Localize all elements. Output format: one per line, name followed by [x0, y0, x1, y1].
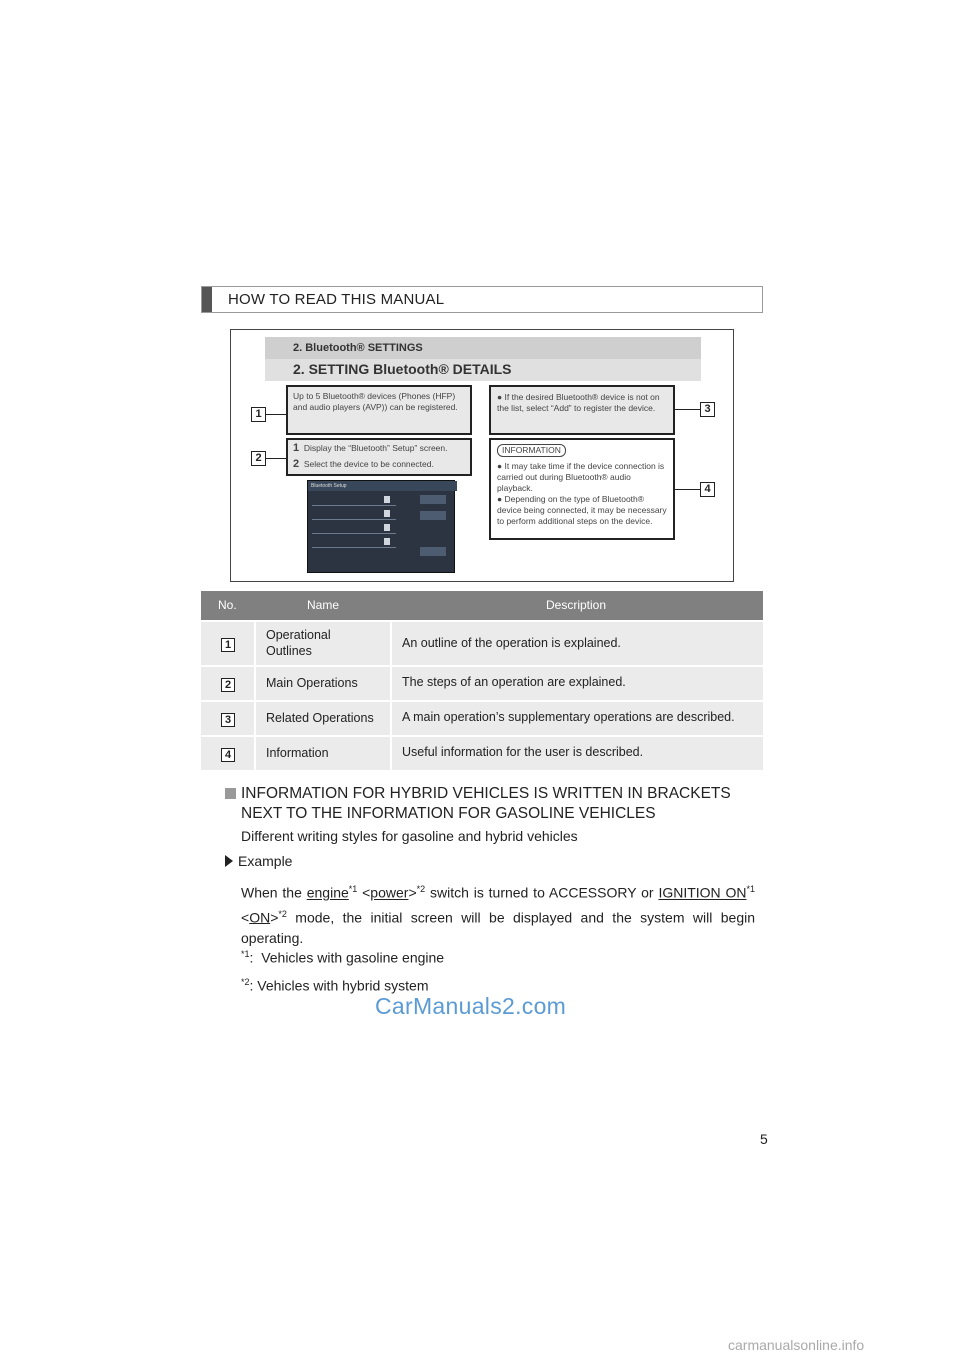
example-label: Example	[225, 853, 292, 869]
leader-line	[266, 458, 286, 459]
leader-line	[675, 489, 700, 490]
screen-title-bar: Bluetooth Setup	[308, 481, 457, 491]
screen-side-button	[420, 511, 446, 520]
footnote-2: $^{*2}$: Vehicles with hybrid system	[241, 977, 429, 994]
footnote-1: $^{*1}$: Vehicles with gasoline engine	[241, 949, 445, 966]
illus-chapter-title: 2. Bluetooth® SETTINGS	[293, 342, 423, 354]
info-item-1: ● It may take time if the device connection is carried out during Bluetooth® audio playback.	[497, 461, 665, 493]
row-number: 4	[221, 748, 235, 762]
power-link[interactable]: power	[370, 884, 409, 901]
callout-main-operations	[286, 438, 472, 476]
illus-section-band	[265, 359, 701, 381]
row-description: An outline of the operation is explained.	[402, 636, 621, 650]
hybrid-info-heading-text: INFORMATION FOR HYBRID VEHICLES IS WRITTEN IN BRACKETS NEXT TO THE INFORMATION FOR GASOLINE VEHICLES	[241, 785, 731, 822]
leader-line	[266, 414, 286, 415]
callout-related-operations	[489, 385, 675, 435]
col-header-no: No.	[218, 598, 237, 612]
section-header	[201, 286, 763, 313]
row-number: 3	[221, 713, 235, 727]
triangle-bullet-icon	[225, 855, 233, 867]
illus-section-title: 2. SETTING Bluetooth® DETAILS	[293, 361, 512, 377]
row-description: The steps of an operation are explained.	[402, 675, 626, 689]
square-bullet-icon	[225, 788, 236, 799]
row-number: 1	[221, 638, 235, 652]
callout-operational-outline	[286, 385, 472, 435]
on-link[interactable]: ON	[249, 909, 271, 926]
row-name: Information	[266, 746, 329, 760]
illus-marker-3: 3	[700, 402, 715, 417]
intro-text: Different writing styles for gasoline and hybrid vehicles	[241, 828, 578, 844]
illus-step-1: 1 Display the “Bluetooth” Setup” screen.	[293, 442, 448, 454]
screen-device-row	[312, 509, 396, 520]
col-header-description: Description	[546, 598, 607, 612]
callout-related-text: ● If the desired Bluetooth® device is not on the list, select “Add” to register the device.	[497, 392, 660, 413]
illus-chapter-band	[265, 337, 701, 359]
leader-line	[675, 409, 700, 410]
watermark-carmanuals2: CarManuals2.com	[375, 993, 567, 1019]
example-paragraph: When the engine$^{*1}$ <power>$^{*2}$ switch is turned to ACCESSORY or IGNITION $ON^{*1} <ON>^{*2}$ mode, the initial screen will be displayed and the system will begin operating.	[241, 884, 756, 947]
page-number: 5	[760, 1131, 768, 1147]
row-name: Related Operations	[266, 711, 374, 725]
illus-marker-4: 4	[700, 482, 715, 497]
row-number: 2	[221, 678, 235, 692]
table-row	[201, 700, 763, 735]
col-header-name: Name	[307, 598, 340, 612]
table-row	[201, 620, 763, 665]
screen-side-button	[420, 495, 446, 504]
callout-information	[489, 438, 675, 540]
table-row	[201, 665, 763, 700]
table-header	[201, 591, 763, 620]
illus-marker-2: 2	[251, 451, 266, 466]
engine-link[interactable]: engine	[306, 884, 349, 901]
illus-screen-image	[307, 480, 455, 573]
illus-step-2: 2 Select the device to be connected.	[293, 458, 434, 470]
illus-marker-1: 1	[251, 407, 266, 422]
info-label: INFORMATION	[497, 444, 566, 457]
watermark-carmanualsonline: carmanualsonline.info	[728, 1337, 865, 1353]
table-row	[201, 735, 763, 770]
screen-side-button	[420, 547, 446, 556]
row-description: Useful information for the user is described.	[402, 745, 644, 759]
info-item-2: ● Depending on the type of Bluetooth® device being connected, it may be necessary to perform additional steps on the device.	[497, 494, 667, 526]
ignition-on-link[interactable]: IGNITION ON	[658, 884, 747, 901]
row-description: A main operation’s supplementary operations are described.	[402, 710, 735, 724]
screen-device-row	[312, 523, 396, 534]
screen-device-row	[312, 537, 396, 548]
legend-table	[201, 591, 763, 770]
manual-illustration	[230, 329, 734, 582]
row-name: Main Operations	[266, 676, 358, 690]
callout-outline-text: Up to 5 Bluetooth® devices (Phones (HFP) and audio players (AVP)) can be registered.	[293, 391, 458, 412]
section-title: HOW TO READ THIS MANUAL	[228, 291, 445, 308]
screen-device-row	[312, 495, 396, 506]
hybrid-info-heading	[225, 784, 765, 824]
row-name: Operational Outlines	[266, 628, 331, 658]
section-header-bar	[202, 287, 212, 312]
